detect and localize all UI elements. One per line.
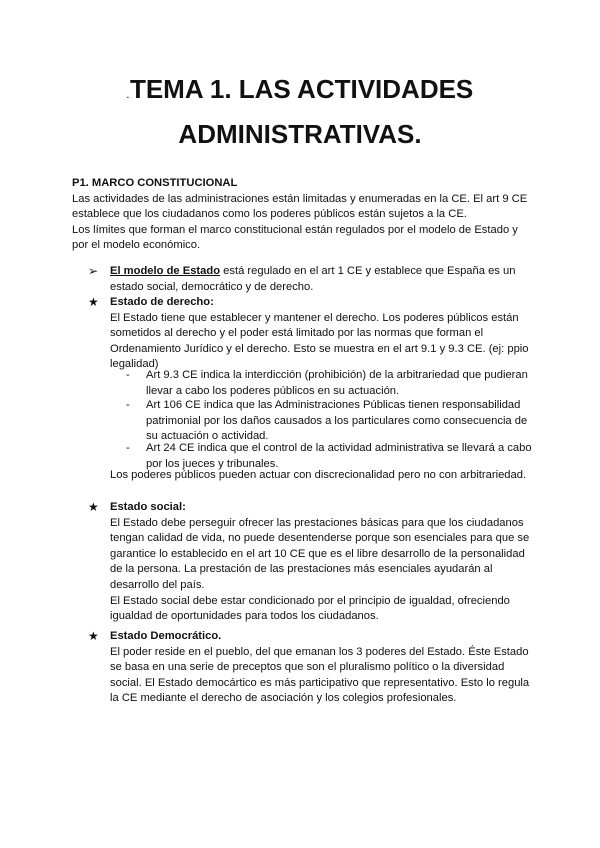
modelo-text: está regulado en el art 1 CE y establece que España es un	[220, 265, 516, 277]
derecho-line: Ordenamiento Jurídico y el derecho. Esto se muestra en el art 9.1 y 9.3 CE. (ej: ppio	[110, 342, 529, 355]
title-dot: .	[126, 91, 129, 100]
arrow-bullet-icon: ➢	[88, 264, 99, 278]
social-line: El Estado social debe estar condicionado por el principio de igualdad, ofreciendo	[110, 594, 510, 607]
derecho-heading: Estado de derecho:	[110, 296, 214, 308]
star-bullet-icon: ★	[88, 629, 99, 643]
dash-bullet: -	[126, 399, 130, 411]
bullet-modelo-estado	[88, 264, 538, 296]
star-bullet-icon: ★	[88, 500, 99, 514]
list-item-line: Art 106 CE indica que las Administraciones Públicas tienen responsabilidad	[146, 399, 521, 411]
section-line: por el modelo económico.	[72, 239, 201, 252]
derecho-closing	[110, 468, 550, 484]
social-line: garantice lo establecido en el art 10 CE que es el libre desarrollo de la personalidad	[110, 547, 525, 560]
derecho-line: legalidad)	[110, 358, 159, 371]
star-bullet-icon: ★	[88, 295, 99, 309]
section-line: establece que los ciudadanos como los poderes públicos están sujetos a la CE.	[72, 208, 467, 221]
list-item	[126, 368, 526, 400]
democratico-line: la CE mediante el derecho de asociación y los colegios profesionales.	[110, 692, 457, 705]
section-line: Las actividades de las administraciones están limitadas y enumeradas en la CE. El art 9 CE	[72, 192, 528, 205]
modelo-label: El modelo de Estado	[110, 265, 221, 277]
derecho-closing-text: Los poderes públicos pueden actuar con discrecionalidad pero no con arbitrariedad.	[110, 469, 527, 481]
social-line: de la persona. La prestación de las prestaciones más esenciales ayudarán al	[110, 563, 493, 576]
democratico-heading: Estado Democrático.	[110, 630, 222, 642]
social-line: tengan calidad de vida, no puede desentenderse porque son esenciales para que se	[110, 532, 530, 545]
dash-bullet: -	[126, 442, 130, 454]
list-item-line: su actuación o actividad.	[146, 430, 269, 443]
title-line-2: ADMINISTRATIVAS.	[178, 119, 422, 149]
bullet-estado-democratico	[88, 629, 538, 709]
list-item	[126, 398, 526, 446]
title-line-1: TEMA 1. LAS ACTIVIDADES	[129, 74, 474, 104]
list-item-line: patrimonial por los daños causados a los particulares como consecuencia de	[146, 414, 528, 427]
dash-bullet: -	[126, 369, 130, 381]
social-line: El Estado debe perseguir ofrecer las prestaciones básicas para que los ciudadanos	[110, 516, 524, 529]
modelo-text-line-2: estado social, democrático y de derecho.	[110, 280, 314, 293]
list-item-line: llevar a cabo los poderes públicos en su actuación.	[146, 384, 400, 397]
democratico-line: El poder reside en el pueblo, del que emanan los 3 poderes del Estado. Éste Estado	[110, 645, 529, 658]
section-line: Los límites que forman el marco constitucional están regulados por el modelo de Estado y	[72, 223, 518, 236]
social-line: igualdad de oportunidades para todos los ciudadanos.	[110, 610, 379, 623]
democratico-line: social. El Estado democártico es más participativo que representativo. Esto lo regula	[110, 676, 530, 689]
list-item-line: por los jueces y tribunales.	[146, 457, 279, 470]
derecho-line: sometidos al derecho y el poder está limitado por las normas que forman el	[110, 327, 484, 340]
derecho-line: El Estado tiene que establecer y mantener el derecho. Los poderes públicos están	[110, 311, 519, 324]
document-title	[60, 70, 540, 153]
social-line: desarrollo del país.	[110, 578, 205, 591]
democratico-line: se basa en una serie de preceptos que son el pluralismo político o la diversidad	[110, 661, 505, 674]
section-marco-constitucional	[72, 176, 542, 254]
social-heading: Estado social:	[110, 501, 186, 513]
list-item-line: Art 24 CE indica que el control de la actividad administrativa se llevará a cabo	[146, 442, 532, 454]
bullet-estado-social	[88, 500, 538, 623]
section-heading: P1. MARCO CONSTITUCIONAL	[72, 177, 238, 189]
list-item-line: Art 9.3 CE indica la interdicción (prohibición) de la arbitrariedad que pudieran	[146, 369, 528, 381]
